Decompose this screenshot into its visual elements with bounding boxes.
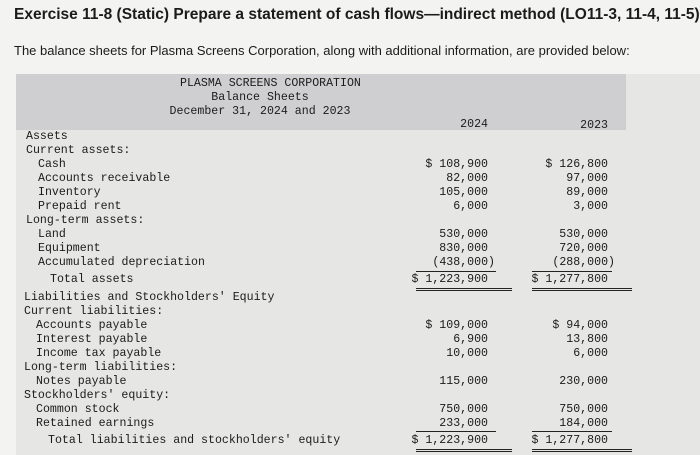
row-label: Interest payable: [36, 333, 148, 346]
statement-name: Balance Sheets: [211, 91, 309, 104]
value-2024: 830,000: [439, 242, 488, 255]
assets-heading: Assets: [26, 130, 68, 143]
total-rule-2023: [532, 288, 632, 291]
column-header-2024: 2024: [460, 118, 488, 131]
subtotal-rule-2024: [416, 271, 496, 272]
value-2024: $ 109,000: [425, 319, 488, 332]
liabilities-heading: Liabilities and Stockholders' Equity: [24, 291, 275, 304]
value-2024: 750,000: [439, 403, 488, 416]
row-label: Inventory: [38, 186, 101, 199]
value-2024: $ 108,900: [425, 158, 488, 171]
value-2023: 97,000: [566, 172, 608, 185]
value-2023: $ 94,000: [552, 319, 608, 332]
row-label: Accounts payable: [36, 319, 148, 332]
statement-date: December 31, 2024 and 2023: [169, 105, 351, 118]
value-2023: 89,000: [566, 186, 608, 199]
subtotal-rule-2024: [416, 431, 496, 432]
column-header-2023: 2023: [580, 119, 608, 132]
value-2024: (438,000): [432, 256, 495, 269]
total-liabilities-2024: $ 1,223,900: [411, 434, 488, 447]
total-rule-2024: [416, 288, 512, 291]
longterm-liabilities-heading: Long-term liabilities:: [24, 361, 178, 374]
row-label: Prepaid rent: [38, 200, 122, 213]
value-2024: 6,000: [453, 200, 488, 213]
total-rule-2023: [532, 449, 632, 452]
row-label: Common stock: [36, 403, 120, 416]
row-label: Land: [38, 228, 66, 241]
value-2023: (288,000): [552, 256, 615, 269]
intro-text: The balance sheets for Plasma Screens Corporation, along with additional information, are provided below:: [14, 43, 630, 58]
value-2023: 720,000: [559, 242, 608, 255]
longterm-assets-heading: Long-term assets:: [26, 214, 145, 227]
value-2024: 530,000: [439, 228, 488, 241]
exercise-title: Exercise 11-8 (Static) Prepare a statement of cash flows—indirect method (LO11-3, 11-4, 11-5): [14, 6, 700, 23]
value-2024: 82,000: [446, 172, 488, 185]
total-liabilities-label: Total liabilities and stockholders' equity: [48, 434, 341, 447]
subtotal-rule-2023: [532, 431, 612, 432]
value-2023: $ 126,800: [545, 158, 608, 171]
row-label: Notes payable: [36, 375, 127, 388]
row-label: Equipment: [38, 242, 101, 255]
row-label: Retained earnings: [36, 417, 155, 430]
current-liabilities-heading: Current liabilities:: [24, 305, 164, 318]
value-2023: 13,800: [566, 333, 608, 346]
value-2023: 3,000: [573, 200, 608, 213]
value-2024: 115,000: [439, 375, 488, 388]
row-label: Cash: [38, 158, 66, 171]
current-assets-heading: Current assets:: [26, 144, 131, 157]
value-2023: 230,000: [559, 375, 608, 388]
row-label: Income tax payable: [36, 347, 162, 360]
total-assets-label: Total assets: [50, 273, 134, 286]
total-assets-2024: $ 1,223,900: [411, 273, 488, 286]
value-2024: 105,000: [439, 186, 488, 199]
value-2024: 233,000: [439, 417, 488, 430]
row-label: Accounts receivable: [38, 172, 171, 185]
balance-sheet-table: [16, 74, 700, 455]
total-liabilities-2023: $ 1,277,800: [531, 434, 608, 447]
equity-heading: Stockholders' equity:: [24, 389, 171, 402]
value-2023: 530,000: [559, 228, 608, 241]
company-name: PLASMA SCREENS CORPORATION: [180, 77, 361, 90]
header-band-2023: [522, 74, 626, 130]
value-2023: 6,000: [573, 347, 608, 360]
value-2024: 6,900: [453, 333, 488, 346]
total-assets-2023: $ 1,277,800: [531, 273, 608, 286]
value-2023: 184,000: [559, 417, 608, 430]
total-rule-2024: [416, 449, 512, 452]
value-2024: 10,000: [446, 347, 488, 360]
value-2023: 750,000: [559, 403, 608, 416]
row-label: Accumulated depreciation: [38, 256, 205, 269]
subtotal-rule-2023: [532, 271, 612, 272]
